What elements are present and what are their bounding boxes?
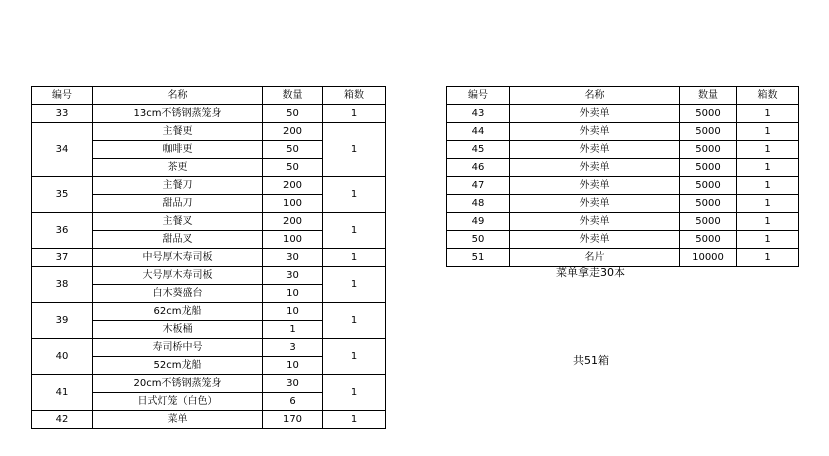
table-row	[32, 267, 386, 285]
item-id-cell: 42	[32, 411, 93, 429]
table-row	[32, 213, 386, 231]
item-qty-cell: 50	[263, 141, 323, 159]
item-name-cell: 外卖单	[510, 231, 680, 249]
menu-taken-note: 菜单拿走30本	[556, 266, 625, 279]
table-row	[447, 159, 799, 177]
item-qty-cell: 200	[263, 123, 323, 141]
table-row	[447, 141, 799, 159]
right-table-body	[447, 105, 799, 267]
item-id-cell: 35	[32, 177, 93, 213]
item-name-cell: 外卖单	[510, 123, 680, 141]
item-qty-cell: 50	[263, 159, 323, 177]
item-boxes-cell: 1	[737, 213, 799, 231]
table-row	[447, 177, 799, 195]
table-row	[447, 213, 799, 231]
item-qty-cell: 30	[263, 267, 323, 285]
item-id-cell: 33	[32, 105, 93, 123]
table-row	[32, 411, 386, 429]
item-qty-cell: 3	[263, 339, 323, 357]
item-id-cell: 46	[447, 159, 510, 177]
item-boxes-cell: 1	[323, 339, 386, 375]
item-qty-cell: 5000	[680, 105, 737, 123]
header-boxes: 箱数	[323, 87, 386, 105]
item-boxes-cell: 1	[737, 141, 799, 159]
header-qty: 数量	[263, 87, 323, 105]
item-name-cell: 甜品刀	[93, 195, 263, 213]
item-name-cell: 外卖单	[510, 177, 680, 195]
table-row	[32, 177, 386, 195]
item-boxes-cell: 1	[323, 213, 386, 249]
item-boxes-cell: 1	[737, 195, 799, 213]
item-boxes-cell: 1	[737, 105, 799, 123]
item-id-cell: 45	[447, 141, 510, 159]
item-name-cell: 中号厚木寿司板	[93, 249, 263, 267]
header-id: 编号	[32, 87, 93, 105]
table-row	[447, 195, 799, 213]
item-qty-cell: 10	[263, 285, 323, 303]
item-id-cell: 49	[447, 213, 510, 231]
item-name-cell: 外卖单	[510, 213, 680, 231]
item-id-cell: 44	[447, 123, 510, 141]
item-boxes-cell: 1	[737, 249, 799, 267]
item-qty-cell: 10	[263, 303, 323, 321]
left-table-body	[32, 105, 386, 429]
item-boxes-cell: 1	[323, 249, 386, 267]
header-boxes: 箱数	[737, 87, 799, 105]
table-row	[32, 303, 386, 321]
item-name-cell: 外卖单	[510, 105, 680, 123]
item-id-cell: 51	[447, 249, 510, 267]
header-name: 名称	[510, 87, 680, 105]
item-qty-cell: 5000	[680, 123, 737, 141]
item-qty-cell: 5000	[680, 213, 737, 231]
table-row	[32, 123, 386, 141]
item-qty-cell: 200	[263, 177, 323, 195]
item-id-cell: 39	[32, 303, 93, 339]
item-id-cell: 37	[32, 249, 93, 267]
item-qty-cell: 6	[263, 393, 323, 411]
item-name-cell: 20cm不锈钢蒸笼身	[93, 375, 263, 393]
item-name-cell: 外卖单	[510, 159, 680, 177]
item-qty-cell: 5000	[680, 231, 737, 249]
item-name-cell: 主餐更	[93, 123, 263, 141]
item-boxes-cell: 1	[323, 105, 386, 123]
item-qty-cell: 1	[263, 321, 323, 339]
item-boxes-cell: 1	[737, 123, 799, 141]
header-id: 编号	[447, 87, 510, 105]
table-row	[32, 339, 386, 357]
item-qty-cell: 5000	[680, 141, 737, 159]
item-qty-cell: 50	[263, 105, 323, 123]
item-id-cell: 43	[447, 105, 510, 123]
item-qty-cell: 170	[263, 411, 323, 429]
item-qty-cell: 10000	[680, 249, 737, 267]
item-id-cell: 50	[447, 231, 510, 249]
item-boxes-cell: 1	[737, 231, 799, 249]
item-qty-cell: 10	[263, 357, 323, 375]
item-id-cell: 36	[32, 213, 93, 249]
item-id-cell: 34	[32, 123, 93, 177]
left-header-row	[32, 87, 386, 105]
item-qty-cell: 30	[263, 375, 323, 393]
item-boxes-cell: 1	[323, 411, 386, 429]
item-name-cell: 62cm龙船	[93, 303, 263, 321]
item-boxes-cell: 1	[323, 267, 386, 303]
table-row	[447, 123, 799, 141]
table-row	[447, 231, 799, 249]
item-id-cell: 40	[32, 339, 93, 375]
item-qty-cell: 5000	[680, 159, 737, 177]
item-qty-cell: 5000	[680, 195, 737, 213]
right-header-row	[447, 87, 799, 105]
right-packing-table	[446, 86, 799, 267]
item-id-cell: 48	[447, 195, 510, 213]
item-boxes-cell: 1	[737, 177, 799, 195]
table-row	[447, 105, 799, 123]
item-boxes-cell: 1	[737, 159, 799, 177]
item-qty-cell: 5000	[680, 177, 737, 195]
left-packing-table	[31, 86, 386, 429]
item-name-cell: 外卖单	[510, 141, 680, 159]
item-id-cell: 47	[447, 177, 510, 195]
item-name-cell: 茶更	[93, 159, 263, 177]
item-qty-cell: 100	[263, 231, 323, 249]
item-name-cell: 菜单	[93, 411, 263, 429]
item-name-cell: 大号厚木寿司板	[93, 267, 263, 285]
item-boxes-cell: 1	[323, 177, 386, 213]
item-name-cell: 白木葵盛台	[93, 285, 263, 303]
item-name-cell: 寿司桥中号	[93, 339, 263, 357]
item-boxes-cell: 1	[323, 123, 386, 177]
total-boxes-note: 共51箱	[573, 354, 609, 367]
item-id-cell: 41	[32, 375, 93, 411]
item-name-cell: 咖啡更	[93, 141, 263, 159]
item-name-cell: 主餐刀	[93, 177, 263, 195]
item-id-cell: 38	[32, 267, 93, 303]
item-qty-cell: 200	[263, 213, 323, 231]
table-row	[32, 105, 386, 123]
item-boxes-cell: 1	[323, 375, 386, 411]
item-name-cell: 甜品叉	[93, 231, 263, 249]
table-row	[32, 249, 386, 267]
item-name-cell: 木板桶	[93, 321, 263, 339]
item-boxes-cell: 1	[323, 303, 386, 339]
item-qty-cell: 100	[263, 195, 323, 213]
table-row	[32, 375, 386, 393]
item-name-cell: 52cm龙船	[93, 357, 263, 375]
header-name: 名称	[93, 87, 263, 105]
item-name-cell: 13cm不锈钢蒸笼身	[93, 105, 263, 123]
item-name-cell: 日式灯笼（白色）	[93, 393, 263, 411]
item-name-cell: 主餐叉	[93, 213, 263, 231]
header-qty: 数量	[680, 87, 737, 105]
item-qty-cell: 30	[263, 249, 323, 267]
item-name-cell: 外卖单	[510, 195, 680, 213]
item-name-cell: 名片	[510, 249, 680, 267]
